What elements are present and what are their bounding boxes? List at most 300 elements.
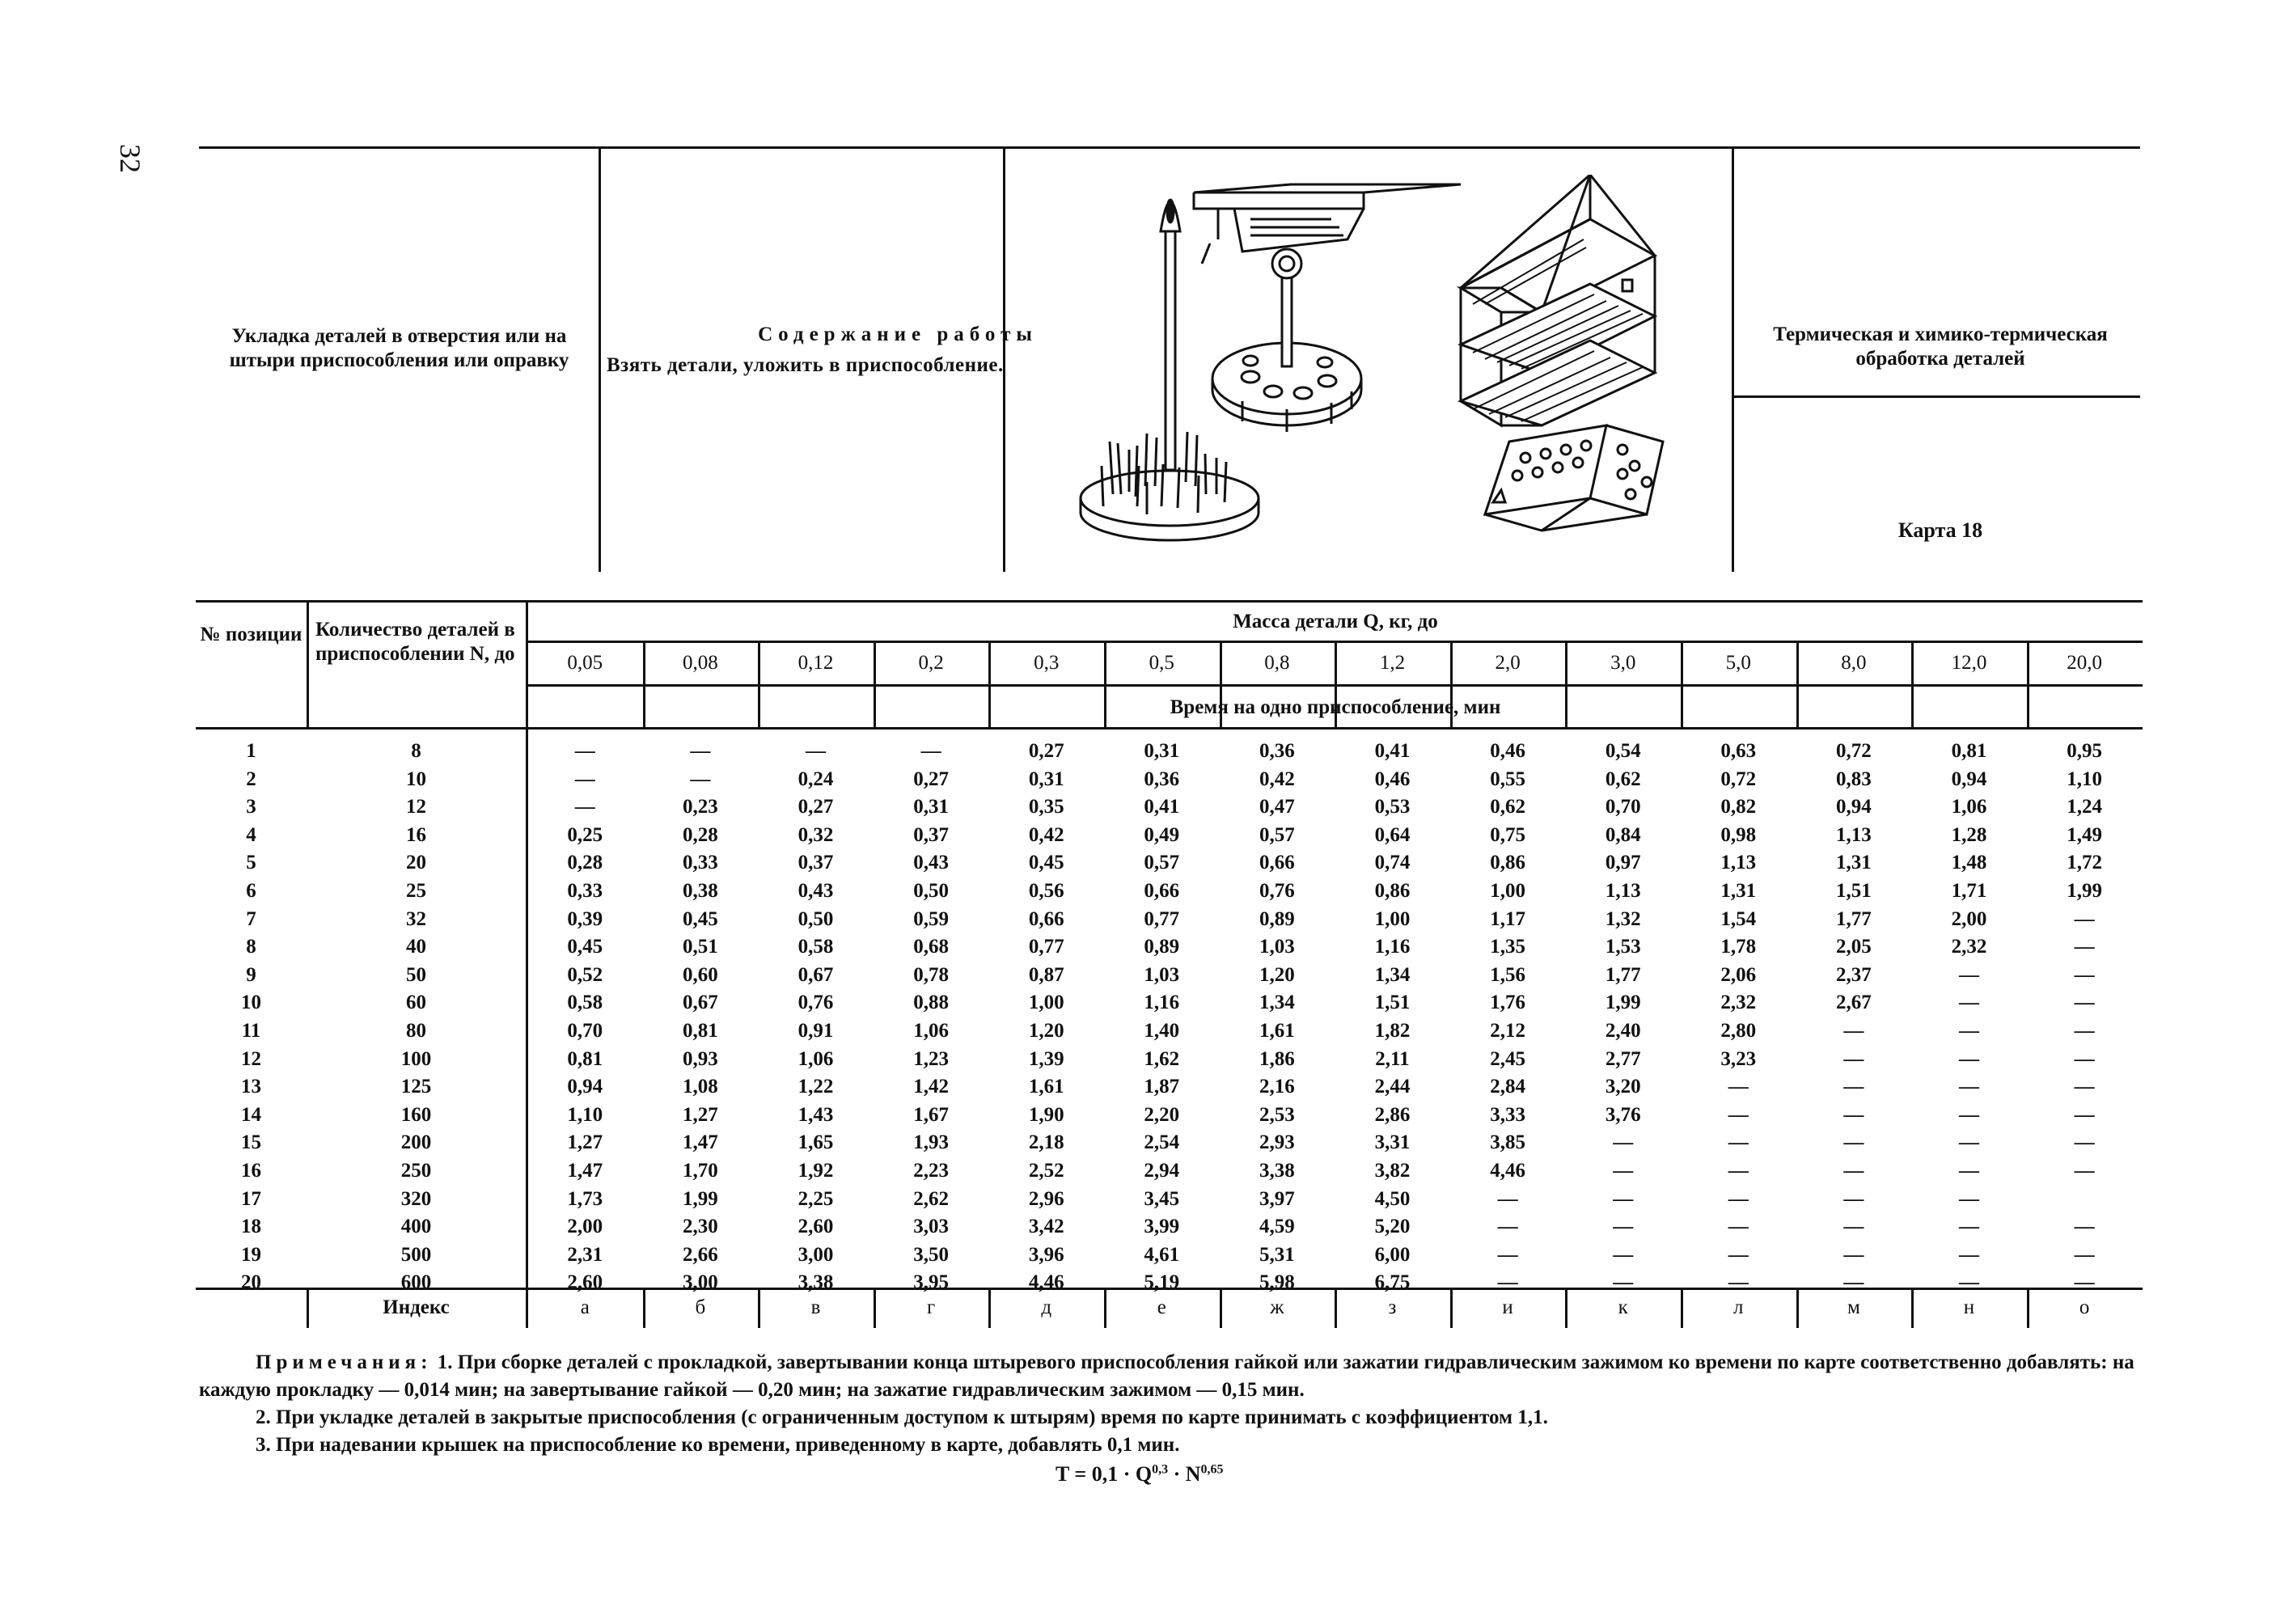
time-cell: — [1958,1271,1979,1294]
time-cell: 0,84 [1605,823,1641,846]
time-cell: — [1497,1216,1518,1238]
time-cell: 0,83 [1836,768,1872,790]
time-cell: 2,12 [1490,1020,1525,1042]
time-cell: 0,58 [567,992,603,1014]
card-number: Карта 18 [1897,518,1983,542]
time-cell: 0,43 [913,852,949,874]
time-cell: 1,99 [2067,880,2102,902]
time-cell: — [1728,1131,1749,1154]
time-cell: 0,52 [567,963,603,986]
time-cell: 0,59 [913,907,949,930]
time-cell: — [1958,1243,1979,1266]
mass-value-cell: 2,0 [1495,652,1521,674]
time-cell: 1,39 [1028,1047,1064,1070]
time-cell: 3,50 [913,1243,949,1266]
time-cell: 2,00 [567,1216,603,1238]
index-cell: к [1618,1296,1628,1318]
quantity-cell: 50 [406,963,426,986]
time-cell: 1,65 [797,1131,834,1154]
time-cell: — [1843,1076,1864,1098]
mass-value-cell: 5,0 [1725,652,1751,674]
position-cell: 16 [241,1160,261,1182]
time-cell: 1,10 [2067,768,2102,790]
time-cell: 0,27 [1028,740,1064,762]
time-cell: 1,34 [1259,992,1295,1014]
time-cell: — [2074,1131,2095,1154]
header-bottom-rule [196,727,2143,730]
time-cell: 0,75 [1490,823,1525,846]
time-cell: 0,98 [1720,823,1757,846]
time-cell: 3,97 [1259,1187,1295,1210]
time-cell: — [1958,1216,1979,1238]
position-cell: 13 [241,1076,261,1098]
time-cell: 1,77 [1605,963,1641,986]
time-cell: 1,67 [913,1103,949,1126]
time-cell: — [2074,1160,2095,1182]
index-cell: б [695,1296,706,1318]
time-cell: 0,50 [913,880,949,902]
time-cell: 2,80 [1720,1020,1757,1042]
position-cell: 15 [241,1131,261,1154]
time-cell: 2,84 [1490,1076,1525,1098]
time-cell: 2,93 [1259,1131,1295,1154]
time-cell: 0,35 [1028,796,1064,818]
time-cell: 0,53 [1374,796,1411,818]
time-cell: 2,32 [1720,992,1757,1014]
time-cell: 1,86 [1259,1047,1295,1070]
time-cell: 2,94 [1144,1160,1180,1182]
time-cell: 0,32 [797,823,834,846]
time-cell: 0,66 [1259,852,1295,874]
time-cell: — [1843,1243,1864,1266]
time-cell: 0,93 [683,1047,718,1070]
time-cell: — [1728,1103,1749,1126]
time-cell: 2,77 [1605,1047,1641,1070]
position-cell: 11 [241,1020,261,1042]
position-col-header [196,623,307,647]
time-cell: 4,59 [1259,1216,1295,1238]
time-cell: 0,88 [913,992,949,1014]
quantity-cell: 32 [406,907,426,930]
time-cell: 1,47 [683,1131,718,1154]
time-cell: — [2074,1047,2095,1070]
position-cell: 18 [241,1216,261,1238]
time-cell: — [805,740,826,762]
time-cell: 2,62 [913,1187,949,1210]
time-cell: — [1958,1020,1979,1042]
header-divider [1732,146,1734,572]
time-cell: 1,54 [1720,907,1757,930]
time-cell: 1,61 [1259,1020,1295,1042]
basket-drawing [1461,175,1655,425]
time-cell: 0,94 [1951,768,1987,790]
time-cell: — [1613,1216,1634,1238]
time-cell: 6,00 [1374,1243,1411,1266]
quantity-cell: 80 [406,1020,426,1042]
time-cell: 0,42 [1259,768,1295,790]
time-cell: 3,00 [797,1243,834,1266]
time-cell: 0,36 [1144,768,1180,790]
position-cell: 12 [241,1047,261,1070]
time-cell: 0,56 [1028,880,1064,902]
time-cell: 6,75 [1374,1271,1411,1294]
time-cell: — [2074,936,2095,958]
time-cell: — [2074,992,2095,1014]
time-cell: — [2074,1243,2095,1266]
time-cell: 0,39 [567,907,603,930]
time-cell: 0,70 [567,1020,603,1042]
time-cell: — [1843,1160,1864,1182]
notes [199,1349,2140,1459]
time-cell: 1,51 [1374,992,1411,1014]
time-cell: 1,53 [1605,936,1641,958]
time-cell: 1,47 [567,1160,603,1182]
card-header [199,146,2140,572]
time-cell: — [920,740,941,762]
time-cell: 0,89 [1259,907,1295,930]
time-cell: 0,27 [797,796,834,818]
time-cell: 1,20 [1028,1020,1064,1042]
index-cell: з [1388,1296,1397,1318]
mass-value-cell: 1,2 [1379,652,1406,674]
time-cell: 3,03 [913,1216,949,1238]
time-cell: 1,28 [1951,823,1987,846]
time-header: Время на одно приспособление, мин [1170,696,1501,718]
time-cell: 2,44 [1374,1076,1411,1098]
time-cell: 0,86 [1490,852,1525,874]
time-cell: 0,42 [1028,823,1064,846]
time-cell: 1,77 [1836,907,1872,930]
time-cell: 1,43 [797,1103,834,1126]
time-cell: 0,72 [1720,768,1757,790]
time-cell: 0,62 [1490,796,1525,818]
time-cell: — [1613,1160,1634,1182]
time-cell: 1,16 [1374,936,1411,958]
mass-value-cell: 0,2 [918,652,944,674]
table-top-rule [196,600,2143,603]
time-cell: — [1728,1216,1749,1238]
time-cell: — [1497,1271,1518,1294]
mass-value-cell: 0,5 [1149,652,1174,674]
time-cell: 1,06 [1951,796,1987,818]
time-cell: 0,28 [683,823,718,846]
time-cell: 0,54 [1605,740,1641,762]
time-cell: 3,85 [1490,1131,1525,1154]
time-cell: 1,06 [797,1047,834,1070]
time-cell: 1,03 [1144,963,1180,986]
time-cell: — [2074,1216,2095,1238]
time-cell: — [1728,1243,1749,1266]
time-cell: 5,19 [1144,1271,1180,1294]
time-cell: 1,24 [2067,796,2102,818]
time-cell: 4,50 [1374,1187,1411,1210]
time-cell: — [2074,1076,2095,1098]
position-cell: 19 [241,1243,261,1266]
header-section-rule [1733,395,2140,398]
quantity-cell: 160 [400,1103,432,1126]
position-cell: 4 [246,823,256,846]
quantity-cell: 12 [406,796,426,818]
time-cell: 0,36 [1259,740,1295,762]
time-cell: 0,67 [797,963,834,986]
time-cell: 0,31 [1144,740,1180,762]
time-cell: — [1958,1103,1979,1126]
time-cell: 0,94 [1836,796,1872,818]
time-cell: 1,13 [1605,880,1641,902]
time-cell: 0,81 [567,1047,603,1070]
time-cell: 2,23 [913,1160,949,1182]
time-cell: 0,27 [913,768,949,790]
time-cell: 2,00 [1951,907,1987,930]
time-cell: — [2074,1020,2095,1042]
time-cell: — [1958,1131,1979,1154]
time-cell: 3,20 [1605,1076,1641,1098]
time-cell: 2,06 [1720,963,1757,986]
mass-value-cell: 3,0 [1610,652,1636,674]
quantity-cell: 100 [400,1047,432,1070]
time-cell: 0,58 [797,936,834,958]
time-cell: 0,67 [683,992,718,1014]
time-cell: 0,55 [1490,768,1525,790]
index-cell: м [1847,1296,1860,1318]
time-cell: 0,82 [1720,796,1757,818]
time-cell: — [1728,1160,1749,1182]
time-cell: 0,95 [2067,740,2102,762]
time-cell: — [1613,1271,1634,1294]
time-cell: 1,34 [1374,963,1411,986]
time-cell: 0,47 [1259,796,1295,818]
time-cell: — [1843,1103,1864,1126]
mass-value-cell: 8,0 [1841,652,1867,674]
time-cell: 1,70 [683,1160,718,1182]
time-cell: 1,31 [1720,880,1757,902]
time-cell: 4,46 [1028,1271,1064,1294]
index-label: Индекс [383,1296,450,1318]
time-cell: 0,77 [1028,936,1064,958]
time-cell: 2,11 [1375,1047,1410,1070]
index-cell: г [926,1296,936,1318]
perforated-holder-drawing [1485,425,1663,531]
index-cell: и [1502,1296,1513,1318]
position-cell: 3 [246,796,256,818]
quantity-cell: 250 [400,1160,432,1182]
time-formula [1056,1462,1224,1487]
time-cell: 0,45 [567,936,603,958]
quantity-cell: 200 [400,1131,432,1154]
time-cell: 1,42 [913,1076,949,1098]
quantity-col-header: Количество деталей в приспособлении N, до [315,619,515,665]
section-title: Термическая и химико-термическая обработка деталей [1773,324,2108,370]
time-cell: 0,33 [683,852,718,874]
time-cell: 0,60 [683,963,718,986]
time-cell: — [1728,1076,1749,1098]
time-cell: 2,40 [1605,1020,1641,1042]
time-cell: 3,96 [1028,1243,1064,1266]
time-cell: 2,37 [1836,963,1872,986]
time-cell: — [1613,1243,1634,1266]
time-cell: 3,38 [1259,1160,1295,1182]
index-cell: а [580,1296,590,1318]
time-cell: 0,77 [1144,907,1180,930]
time-cell: 2,86 [1374,1103,1411,1126]
time-cell: 2,66 [683,1243,718,1266]
quantity-cell: 10 [406,768,426,790]
time-cell: — [1843,1131,1864,1154]
time-cell: — [574,796,595,818]
time-cell: 2,60 [567,1271,603,1294]
time-cell: 1,00 [1374,907,1411,930]
formula-q-exponent: 0,3 [1152,1462,1169,1477]
position-cell: 17 [241,1187,261,1210]
time-cell: — [1958,1187,1979,1210]
time-cell: 3,00 [683,1271,718,1294]
time-cell: 1,10 [567,1103,603,1126]
work-content-text: Взять детали, уложить в приспособление. [607,354,1004,376]
time-cell: 1,16 [1144,992,1180,1014]
time-cell: 2,60 [797,1216,834,1238]
quantity-cell: 320 [400,1187,432,1210]
time-cell: 0,57 [1144,852,1180,874]
mass-value-cell: 0,05 [567,652,603,674]
time-cell: 0,45 [683,907,718,930]
time-cell: 0,46 [1490,740,1525,762]
time-cell: 1,00 [1028,992,1064,1014]
time-cell: 0,87 [1028,963,1064,986]
position-cell: 2 [246,768,256,790]
quantity-cell: 25 [406,880,426,902]
position-cell: 6 [246,880,256,902]
time-cell: 0,74 [1374,852,1411,874]
comb-fixture-drawing [1194,184,1461,264]
position-cell: 9 [246,963,256,986]
time-cell: 0,66 [1028,907,1064,930]
time-cell: 3,23 [1720,1047,1757,1070]
time-cell: 4,61 [1144,1243,1180,1266]
time-cell: 0,31 [1028,768,1064,790]
quantity-cell: 20 [406,852,426,874]
time-cell: 0,76 [797,992,834,1014]
time-cell: — [1958,963,1979,986]
time-cell: 2,18 [1028,1131,1064,1154]
time-cell: — [1843,1020,1864,1042]
time-cell: — [2074,1103,2095,1126]
quantity-cell: 600 [400,1271,432,1294]
time-cell: 0,66 [1144,880,1180,902]
time-cell: 1,76 [1490,992,1525,1014]
time-cell: 1,72 [2067,852,2102,874]
time-cell: 0,37 [797,852,834,874]
time-cell: 0,94 [567,1076,603,1098]
time-cell: 0,76 [1259,880,1295,902]
time-cell: 1,03 [1259,936,1295,958]
position-cell: 14 [241,1103,261,1126]
time-cell: 3,38 [797,1271,834,1294]
time-cell: 0,28 [567,852,603,874]
quantity-cell: 500 [400,1243,432,1266]
time-cell: 0,64 [1374,823,1411,846]
mass-value-cell: 0,3 [1034,652,1060,674]
mass-value-cell: 12,0 [1951,652,1987,674]
time-cell: 0,86 [1374,880,1411,902]
note-2: 2. При укладке деталей в закрытые приспособления (с ограниченным доступом к штырям) время по карте принимать с коэффициентом 1,1. [256,1406,1548,1428]
time-cell: — [574,768,595,790]
time-cell: — [2074,907,2095,930]
time-cell: 0,45 [1028,852,1064,874]
time-cell: 1,08 [683,1076,718,1098]
time-cell: 1,71 [1951,880,1987,902]
note-1 [199,1349,2140,1404]
time-cell: 2,16 [1259,1076,1295,1098]
quantity-cell: 400 [400,1216,432,1238]
note-3: 3. При надевании крышек на приспособление ко времени, приведенному в карте, добавлять 0,1 мин. [256,1434,1180,1456]
time-cell: — [1958,1047,1979,1070]
mass-header: Масса детали Q, кг, до [1233,611,1438,632]
time-cell: 2,31 [567,1243,603,1266]
time-cell: 1,49 [2067,823,2102,846]
time-cell: 1,92 [797,1160,834,1182]
time-cell: 0,46 [1374,768,1411,790]
note-1-text: 1. При сборке деталей с прокладкой, завертывании конца штыревого приспособления гайкой или зажатии гидравлическим зажимом ко времени по карте соответственно добавлять: на каждую прокладку — 0,014 мин; на завертывание гайкой — 0,20 мин; на зажатие гидравлическим зажимом — 0,15 мин. [199,1351,2134,1401]
mass-value-cell: 20,0 [2067,652,2102,674]
index-cell: л [1733,1296,1744,1318]
index-cell: д [1041,1296,1052,1318]
time-cell: 1,51 [1836,880,1872,902]
position-cell: 8 [246,936,256,958]
page-number: 32 [114,144,146,173]
time-cell: 3,95 [913,1271,949,1294]
time-cell: — [690,768,711,790]
mass-value-cell: 0,8 [1264,652,1290,674]
time-cell: 0,81 [1951,740,1987,762]
time-cell: 1,27 [683,1103,718,1126]
time-cell: 1,78 [1720,936,1757,958]
time-cell: 0,49 [1144,823,1180,846]
time-cell: 2,54 [1144,1131,1180,1154]
time-cell: 0,91 [797,1020,834,1042]
time-cell: 1,32 [1605,907,1641,930]
time-cell: — [1497,1243,1518,1266]
time-cell: 1,31 [1836,852,1872,874]
time-cell: 5,98 [1259,1271,1295,1294]
formula-mid: · N [1168,1462,1201,1486]
time-cell: 0,78 [913,963,949,986]
quantity-cell: 40 [406,936,426,958]
time-cell: 0,51 [683,936,718,958]
time-cell: 1,00 [1490,880,1525,902]
time-cell: 0,24 [797,768,834,790]
time-cell: — [2074,963,2095,986]
time-cell: 1,48 [1951,852,1987,874]
time-cell: 0,62 [1605,768,1641,790]
eyebolt-plate-drawing [1212,249,1361,432]
time-cell: 0,41 [1144,796,1180,818]
time-cell: 1,62 [1144,1047,1180,1070]
time-cell: 2,52 [1028,1160,1064,1182]
time-cell: — [1958,992,1979,1014]
time-cell: 0,72 [1836,740,1872,762]
time-cell: 1,06 [913,1020,949,1042]
position-cell: 1 [246,740,256,762]
formula-base: T = 0,1 · Q [1056,1462,1153,1486]
quantity-cell: 60 [406,992,426,1014]
time-cell: 0,97 [1605,852,1641,874]
time-cell: 2,20 [1144,1103,1180,1126]
index-cell: е [1157,1296,1166,1318]
time-cell: — [1843,1216,1864,1238]
time-cell: — [1613,1187,1634,1210]
time-cell: 3,33 [1490,1103,1525,1126]
time-cell: 1,13 [1836,823,1872,846]
